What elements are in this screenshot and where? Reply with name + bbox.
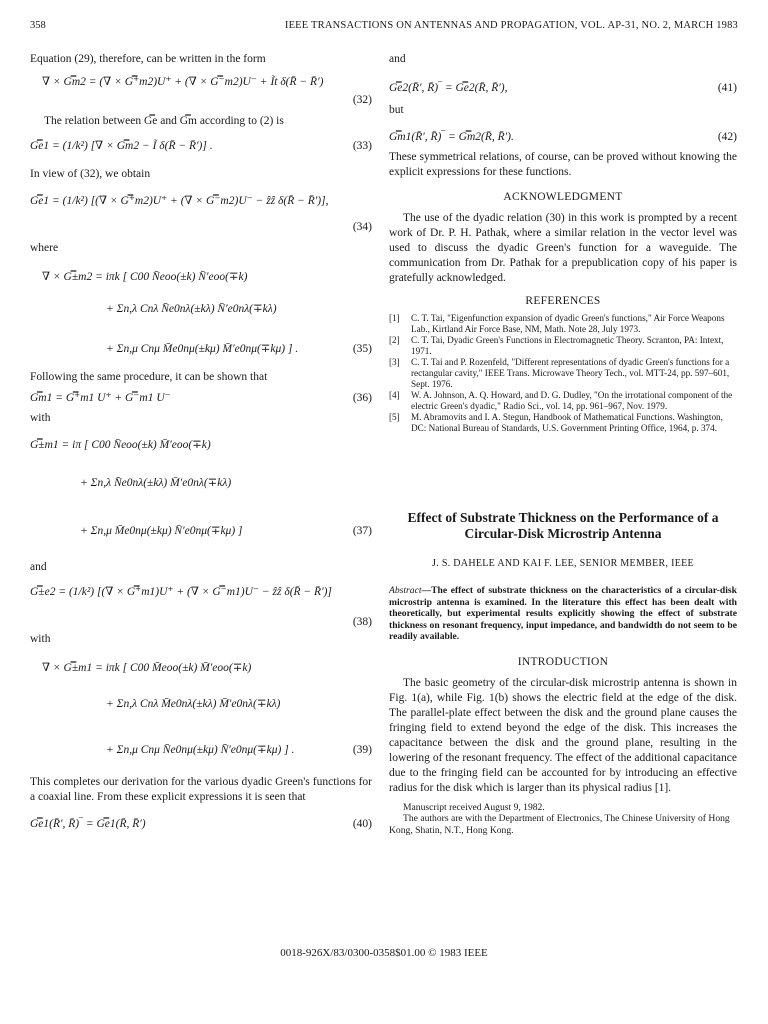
equation-33 <box>30 139 372 163</box>
equation-text: + Σn,λ Cnλ M̄e0nλ(±kλ) M̄′e0nλ(∓kλ) <box>106 698 281 710</box>
equation-41 <box>389 81 737 103</box>
paragraph: with <box>30 633 51 645</box>
equation-text: + Σn,μ Cnμ N̄e0nμ(±kμ) N̄′e0nμ(∓kμ) ] . <box>106 744 295 756</box>
equation-text: + Σn,μ M̄e0nμ(±kμ) N̄′e0nμ(∓kμ) ] <box>80 525 243 537</box>
equation-text: + Σn,λ N̄e0nλ(±kλ) M̄′e0nλ(∓kλ) <box>80 477 232 489</box>
reference-text: C. T. Tai, Dyadic Green's Functions in Electromagnetic Theory. Scranton, PA: Intext, 1971. <box>411 335 724 356</box>
equation-number: (39) <box>352 744 372 756</box>
right-column <box>389 52 737 836</box>
paragraph: but <box>389 104 404 116</box>
paragraph: and <box>389 53 406 65</box>
equation-text: G̿e1 = (1/k²) [∇ × G̿m2 − Ĩ δ(R̄ − R̄′)] . <box>30 140 213 152</box>
reference-text: C. T. Tai and P. Rozenfeld, "Different representations of dyadic Green's functions for a rectangular cavity," IEEE Trans. Microwave Theory Tech., vol. MTT-24, pp. 597–601, Sept. 1976. <box>411 357 730 389</box>
reference-number: [5] <box>389 412 400 422</box>
footnote: The authors are with the Department of Electronics, The Chinese University of Hong Kong, Shatin, N.T., Hong Kong. <box>389 813 730 836</box>
equation-35 <box>30 270 372 368</box>
reference-item <box>389 357 737 390</box>
equation-number: (33) <box>352 140 372 152</box>
reference-text: W. A. Johnson, A. Q. Howard, and D. G. Dudley, "On the irrotational component of the electric Green's dyadic," Radio Sci., vol. 14, pp. 961–967, Nov. 1979. <box>411 390 733 411</box>
reference-text: C. T. Tai, "Eigenfunction expansion of dyadic Green's functions," Air Force Weapons Lab., Kirtland Air Force Base, NM, Math. Note 28, July 1973. <box>411 313 725 334</box>
equation-number: (38) <box>352 616 372 628</box>
equation-number: (36) <box>352 392 372 404</box>
equation-number: (34) <box>352 221 372 233</box>
running-header <box>30 20 738 36</box>
equation-text: ∇ × G̿±m1 = iπk [ C00 M̄eoo(±k) M̄′eoo(∓k) <box>42 662 252 674</box>
reference-list <box>389 313 737 434</box>
article-title: Effect of Substrate Thickness on the Performance of a Circular-Disk Microstrip Antenna <box>407 510 719 541</box>
equation-text: G̿e1(R̄′, R̄)‾ = G̿e1(R̄, R̄′) <box>30 818 146 830</box>
equation-text: G̿±e2 = (1/k²) [(∇ × G̿⁺m1)U⁺ + (∇ × G̿⁻m1)U⁻ − ẑẑ δ(R̄ − R̄′)] <box>30 586 332 598</box>
reference-number: [4] <box>389 390 400 400</box>
section-heading: REFERENCES <box>525 295 601 307</box>
reference-number: [1] <box>389 313 400 323</box>
equation-number: (40) <box>352 818 372 830</box>
paragraph: The relation between G̿e and G̿m according to (2) is <box>44 115 284 127</box>
paragraph: with <box>30 412 51 424</box>
equation-37 <box>30 438 372 556</box>
journal-title: IEEE TRANSACTIONS ON ANTENNAS AND PROPAGATION, VOL. AP-31, NO. 2, MARCH 1983 <box>284 20 738 31</box>
left-column <box>30 52 372 837</box>
equation-40 <box>30 817 372 837</box>
equation-36 <box>30 391 372 411</box>
equation-text: G̿e1 = (1/k²) [(∇ × G̿⁺m2)U⁺ + (∇ × G̿⁻m2)U⁻ − ẑẑ δ(R̄ − R̄′)], <box>30 195 329 207</box>
equation-number: (32) <box>352 94 372 106</box>
section-heading: INTRODUCTION <box>517 655 609 668</box>
paragraph: The use of the dyadic relation (30) in this work is prompted by a recent work of Dr. P. H. Pathak, where a similar relation in the vector level was used to discuss the dyadic Green's function for a waveguide. The communication from Dr. Pathak for a prepublication copy of his paper is gratefully acknowledged. <box>389 212 737 284</box>
paragraph: and <box>30 561 47 573</box>
abstract-text: —The effect of substrate thickness on the characteristics of a circular-disk microstrip antenna is examined. In the literature this effect has been dealt with theoretically, but experimental results explicitly showing the effect of substrate thickness on resonant frequency, input impedance, and bandwidth do not seem to be readily available. <box>389 585 737 643</box>
equation-text: ∇ × G̿±m2 = iπk [ C00 N̄eoo(±k) N̄′eoo(∓k) <box>42 271 248 283</box>
article-authors: J. S. DAHELE AND KAI F. LEE, SENIOR MEMBER, IEEE <box>432 558 694 569</box>
equation-text: G̿m1 = G̿⁺m1 U⁺ + G̿⁻m1 U⁻ <box>30 392 171 404</box>
paragraph: This completes our derivation for the various dyadic Green's functions for a coaxial line. From these explicit expressions it is seen that <box>30 776 372 803</box>
equation-text: + Σn,λ Cnλ N̄e0nλ(±kλ) N̄′e0nλ(∓kλ) <box>106 303 277 315</box>
copyright-line: 0018-926X/83/0300-0358$01.00 © 1983 IEEE <box>280 947 488 959</box>
abstract <box>389 585 737 643</box>
paragraph: Following the same procedure, it can be shown that <box>30 371 268 383</box>
equation-42 <box>389 130 737 150</box>
reference-item <box>389 412 737 434</box>
equation-number: (37) <box>352 525 372 537</box>
reference-item <box>389 390 737 412</box>
equation-text: G̿±m1 = iπ [ C00 N̄eoo(±k) M̄′eoo(∓k) <box>30 439 211 451</box>
equation-number: (41) <box>717 82 737 94</box>
paragraph: where <box>30 242 59 254</box>
reference-number: [3] <box>389 357 400 367</box>
equation-text: ∇ × G̿m2 = (∇ × G̿⁺m2)U⁺ + (∇ × G̿⁻m2)U⁻ + Ĩt δ(R̄ − R̄′) <box>42 76 324 88</box>
paragraph: Equation (29), therefore, can be written in the form <box>30 53 266 65</box>
paragraph: These symmetrical relations, of course, can be proved without knowing the explicit expressions for these functions. <box>389 151 737 178</box>
reference-number: [2] <box>389 335 400 345</box>
abstract-label: Abstract <box>389 585 422 596</box>
equation-number: (42) <box>717 131 737 143</box>
reference-item <box>389 335 737 357</box>
equation-text: + Σn,μ Cnμ M̄e0nμ(±kμ) M̄′e0nμ(∓kμ) ] . <box>106 343 299 355</box>
equation-text: G̿m1(R̄′, R̄)‾ = G̿m2(R̄, R̄′). <box>389 131 514 143</box>
reference-text: M. Abramovits and I. A. Stegun, Handbook of Mathematical Functions. Washington, DC: National Bureau of Standards, U.S. Government Printing Office, 1964, p. 374. <box>411 412 723 433</box>
equation-39 <box>30 661 372 773</box>
equation-number: (35) <box>352 343 372 355</box>
paragraph: The basic geometry of the circular-disk microstrip antenna is shown in Fig. 1(a), while Fig. 1(b) shows the electric field at the edge of the disk. The parallel-plate effect between the disk and the ground plane causes the fringing field to extend beyond the edge of the disk. This increases the capacitance between the disk and the ground plane, resulting in the lowering of the resonant frequency. The effect of the additional capacitance due to the fringing field can be accounted for by introducing an effective radius for the disk which is larger than its physical radius [1]. <box>389 676 737 794</box>
page-number: 358 <box>30 20 46 31</box>
reference-item <box>389 313 737 335</box>
footnote: Manuscript received August 9, 1982. <box>403 801 545 813</box>
section-heading: ACKNOWLEDGMENT <box>503 191 623 203</box>
equation-text: G̿e2(R̄′, R̄)‾ = G̿e2(R̄, R̄′), <box>389 82 508 94</box>
equation-38 <box>30 585 372 607</box>
equation-32 <box>30 75 372 93</box>
paragraph: In view of (32), we obtain <box>30 168 151 180</box>
equation-34 <box>30 194 372 216</box>
